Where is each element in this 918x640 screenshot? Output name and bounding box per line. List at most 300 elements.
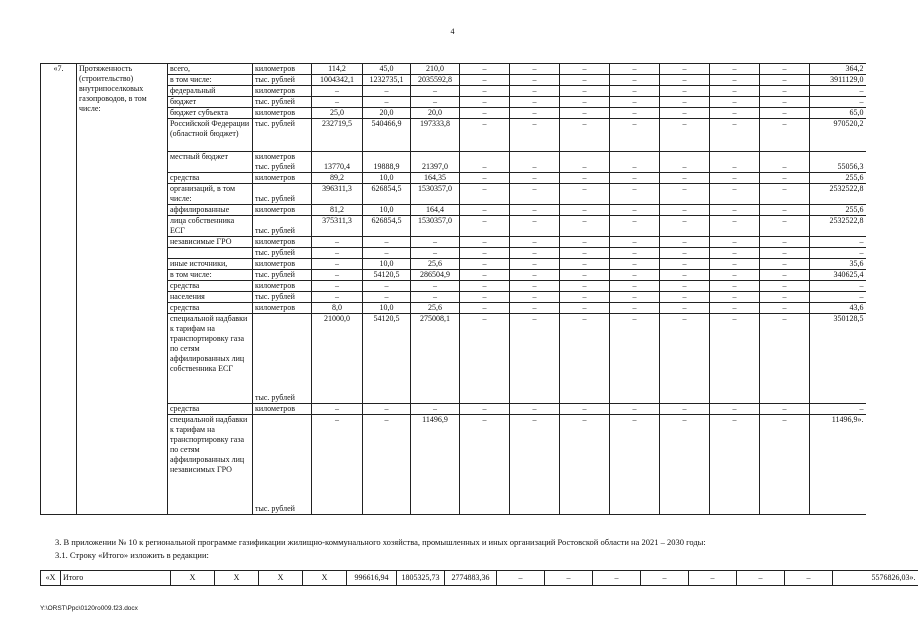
value-cell: – (560, 248, 610, 259)
unit-cell: километров (253, 303, 312, 314)
value-cell: 25,0 (312, 108, 363, 119)
value-cell: – (312, 259, 363, 270)
value-cell: – (411, 404, 460, 415)
total-value-cell: 5576826,03». (833, 571, 918, 586)
value-cell: – (610, 292, 660, 303)
value-cell: – (460, 97, 510, 108)
item-number-cell: «7. (41, 64, 77, 515)
value-cell: 10,0 (363, 303, 411, 314)
value-cell: – (460, 237, 510, 248)
value-cell: 164,35 (411, 173, 460, 184)
total-row-table (40, 570, 918, 586)
value-cell: 255,6 (810, 173, 866, 184)
total-value-cell: – (641, 571, 689, 586)
unit-cell: километров (253, 237, 312, 248)
value-cell: 626854,5 (363, 184, 411, 205)
value-cell: – (560, 314, 610, 404)
value-cell: – (810, 237, 866, 248)
total-value-cell: 1805325,73 (397, 571, 445, 586)
value-cell: – (610, 173, 660, 184)
funding-source-cell: организаций, в том числе: (168, 184, 253, 205)
value-cell: – (610, 303, 660, 314)
value-cell: – (460, 281, 510, 292)
value-cell: – (710, 216, 760, 237)
file-path-footer: Y:\ORST\Ppc\0120ro009.f23.docx (40, 605, 138, 612)
total-value-cell: – (737, 571, 785, 586)
value-cell: 3911129,0 (810, 75, 866, 86)
value-cell: – (560, 184, 610, 205)
value-cell: – (510, 108, 560, 119)
value-cell: – (760, 86, 810, 97)
funding-source-cell: всего, (168, 64, 253, 75)
total-value-cell: – (497, 571, 545, 586)
paragraph-total-line: 3.1. Строку «Итого» изложить в редакции: (55, 550, 209, 560)
total-value-cell: Х (259, 571, 303, 586)
unit-cell: тыс. рублей (253, 75, 312, 86)
value-cell: – (710, 314, 760, 404)
value-cell: 255,6 (810, 205, 866, 216)
funding-source-cell: средства (168, 404, 253, 415)
value-cell: – (460, 248, 510, 259)
value-cell: 21000,0 (312, 314, 363, 404)
value-cell: – (610, 152, 660, 173)
unit-cell: тыс. рублей (253, 216, 312, 237)
total-value-cell: – (785, 571, 833, 586)
value-cell: – (460, 64, 510, 75)
funding-source-cell: независимые ГРО (168, 237, 253, 248)
value-cell: – (312, 248, 363, 259)
funding-source-cell: средства (168, 303, 253, 314)
value-cell: – (660, 404, 710, 415)
value-cell: – (710, 173, 760, 184)
value-cell: 10,0 (363, 259, 411, 270)
value-cell: – (460, 216, 510, 237)
value-cell: – (510, 119, 560, 152)
value-cell: – (610, 216, 660, 237)
value-cell: 626854,5 (363, 216, 411, 237)
value-cell: – (510, 64, 560, 75)
value-cell: – (610, 281, 660, 292)
value-cell: 232719,5 (312, 119, 363, 152)
value-cell: – (363, 281, 411, 292)
value-cell: 10,0 (363, 205, 411, 216)
value-cell: – (660, 281, 710, 292)
value-cell: – (510, 270, 560, 281)
value-cell: – (560, 205, 610, 216)
value-cell: 364,2 (810, 64, 866, 75)
value-cell: – (760, 404, 810, 415)
value-cell: – (560, 270, 610, 281)
value-cell: 2532522,8 (810, 184, 866, 205)
value-cell: – (560, 173, 610, 184)
value-cell: – (660, 292, 710, 303)
value-cell: – (460, 108, 510, 119)
value-cell: – (510, 404, 560, 415)
value-cell: – (363, 97, 411, 108)
value-cell: 81,2 (312, 205, 363, 216)
value-cell: – (760, 415, 810, 515)
value-cell: – (510, 152, 560, 173)
value-cell: – (710, 404, 760, 415)
value-cell: – (510, 303, 560, 314)
value-cell: – (560, 75, 610, 86)
value-cell: – (660, 216, 710, 237)
value-cell: – (710, 205, 760, 216)
value-cell: – (710, 303, 760, 314)
value-cell: 197333,8 (411, 119, 460, 152)
unit-cell: тыс. рублей (253, 97, 312, 108)
value-cell: – (312, 97, 363, 108)
value-cell: – (660, 248, 710, 259)
value-cell: – (610, 108, 660, 119)
value-cell: – (510, 216, 560, 237)
total-value-cell: Х (303, 571, 347, 586)
value-cell: 275008,1 (411, 314, 460, 404)
value-cell: – (610, 415, 660, 515)
funding-source-cell: местный бюджет (168, 152, 253, 173)
value-cell: 1530357,0 (411, 184, 460, 205)
value-cell: – (660, 303, 710, 314)
value-cell: – (560, 404, 610, 415)
unit-cell: километров тыс. рублей (253, 152, 312, 173)
value-cell: – (710, 108, 760, 119)
value-cell: – (760, 97, 810, 108)
unit-cell: тыс. рублей (253, 119, 312, 152)
value-cell: – (710, 415, 760, 515)
unit-cell: тыс. рублей (253, 270, 312, 281)
value-cell: 20,0 (411, 108, 460, 119)
unit-cell: километров (253, 404, 312, 415)
value-cell: – (363, 86, 411, 97)
value-cell: – (660, 119, 710, 152)
value-cell: – (710, 281, 760, 292)
funding-source-cell: федеральный (168, 86, 253, 97)
value-cell: – (460, 404, 510, 415)
value-cell: 43,6 (810, 303, 866, 314)
value-cell: – (460, 184, 510, 205)
table-row (41, 64, 866, 75)
value-cell: – (510, 314, 560, 404)
value-cell: 1004342,1 (312, 75, 363, 86)
value-cell: – (760, 75, 810, 86)
value-cell: 164,4 (411, 205, 460, 216)
value-cell: 2532522,8 (810, 216, 866, 237)
value-cell: – (312, 281, 363, 292)
value-cell: – (460, 119, 510, 152)
value-cell: – (760, 237, 810, 248)
value-cell: – (610, 259, 660, 270)
value-cell: – (710, 248, 760, 259)
funding-source-cell: Российской Федерации (областной бюджет) (168, 119, 253, 152)
funding-source-cell: в том числе: (168, 75, 253, 86)
value-cell: 54120,5 (363, 270, 411, 281)
unit-cell: километров (253, 108, 312, 119)
value-cell: 89,2 (312, 173, 363, 184)
value-cell: – (411, 237, 460, 248)
unit-cell: километров (253, 173, 312, 184)
value-cell: – (760, 152, 810, 173)
unit-cell: тыс. рублей (253, 184, 312, 205)
value-cell: – (760, 108, 810, 119)
funding-source-cell: в том числе: (168, 270, 253, 281)
unit-cell: тыс. рублей (253, 292, 312, 303)
value-cell: – (312, 86, 363, 97)
funding-source-cell: иные источники, (168, 259, 253, 270)
value-cell: – (510, 292, 560, 303)
funding-source-cell: средства (168, 173, 253, 184)
value-cell: – (610, 184, 660, 205)
value-cell: – (610, 270, 660, 281)
value-cell: – (760, 281, 810, 292)
value-cell: – (460, 152, 510, 173)
value-cell: – (411, 97, 460, 108)
value-cell: – (560, 97, 610, 108)
value-cell: – (312, 270, 363, 281)
value-cell: – (510, 75, 560, 86)
value-cell: – (363, 292, 411, 303)
value-cell: – (460, 259, 510, 270)
value-cell: – (710, 75, 760, 86)
value-cell: – (363, 404, 411, 415)
total-value-cell: Х (215, 571, 259, 586)
total-value-cell: «Х (41, 571, 61, 586)
paragraph-appendix-10: 3. В приложении № 10 к региональной программе газификации жилищно-коммунального хозяйства, промышленных и иных организаций Ростовской области на 2021 – 2030 годы: (55, 537, 706, 547)
value-cell: 55056,3 (810, 152, 866, 173)
value-cell: – (460, 173, 510, 184)
value-cell: 25,6 (411, 303, 460, 314)
value-cell: – (312, 237, 363, 248)
total-row (41, 571, 918, 586)
value-cell: – (660, 237, 710, 248)
value-cell: – (760, 64, 810, 75)
value-cell: 2035592,8 (411, 75, 460, 86)
value-cell: – (460, 75, 510, 86)
value-cell: – (760, 173, 810, 184)
gas-pipeline-table (40, 63, 866, 515)
value-cell: – (460, 415, 510, 515)
value-cell: – (760, 205, 810, 216)
value-cell: – (760, 216, 810, 237)
value-cell: – (510, 237, 560, 248)
value-cell: – (660, 108, 710, 119)
value-cell: – (510, 281, 560, 292)
value-cell: – (363, 415, 411, 515)
value-cell: – (560, 292, 610, 303)
funding-source-cell: населения (168, 292, 253, 303)
value-cell: – (610, 404, 660, 415)
value-cell: – (710, 86, 760, 97)
value-cell: 20,0 (363, 108, 411, 119)
value-cell: 1530357,0 (411, 216, 460, 237)
value-cell: 54120,5 (363, 314, 411, 404)
page-number: 4 (450, 27, 455, 36)
value-cell: 25,6 (411, 259, 460, 270)
value-cell: – (660, 86, 710, 97)
value-cell: – (660, 64, 710, 75)
value-cell: – (710, 270, 760, 281)
value-cell: – (560, 86, 610, 97)
total-value-cell: Х (171, 571, 215, 586)
value-cell: – (560, 259, 610, 270)
value-cell: 19888,9 (363, 152, 411, 173)
funding-source-cell (168, 248, 253, 259)
value-cell: – (710, 119, 760, 152)
value-cell: – (560, 415, 610, 515)
value-cell: – (411, 281, 460, 292)
value-cell: – (363, 237, 411, 248)
value-cell: – (610, 97, 660, 108)
value-cell: – (460, 86, 510, 97)
value-cell: – (760, 303, 810, 314)
value-cell: – (510, 173, 560, 184)
value-cell: – (760, 259, 810, 270)
value-cell: – (660, 205, 710, 216)
funding-source-cell: аффилированные (168, 205, 253, 216)
value-cell: – (510, 248, 560, 259)
value-cell: 13770,4 (312, 152, 363, 173)
total-value-cell: – (545, 571, 593, 586)
value-cell: – (560, 119, 610, 152)
value-cell: – (460, 314, 510, 404)
value-cell: – (510, 259, 560, 270)
value-cell: – (560, 237, 610, 248)
value-cell: 65,0 (810, 108, 866, 119)
funding-source-cell: бюджет (168, 97, 253, 108)
value-cell: 45,0 (363, 64, 411, 75)
value-cell: – (760, 314, 810, 404)
value-cell: – (810, 404, 866, 415)
total-label-cell: Итого (61, 571, 171, 586)
value-cell: – (810, 292, 866, 303)
value-cell: – (610, 86, 660, 97)
value-cell: – (610, 64, 660, 75)
value-cell: – (810, 281, 866, 292)
value-cell: – (510, 97, 560, 108)
value-cell: 540466,9 (363, 119, 411, 152)
value-cell: – (610, 314, 660, 404)
value-cell: – (510, 86, 560, 97)
value-cell: – (710, 97, 760, 108)
total-value-cell: 2774883,36 (445, 571, 497, 586)
value-cell: 114,2 (312, 64, 363, 75)
total-value-cell: – (593, 571, 641, 586)
value-cell: 375311,3 (312, 216, 363, 237)
total-value-cell: 996616,94 (347, 571, 397, 586)
unit-cell: тыс. рублей (253, 314, 312, 404)
value-cell: – (760, 119, 810, 152)
indicator-cell: Протяженность (строительство) внутрипоселковых газопроводов, в том числе: (77, 64, 168, 515)
value-cell: – (312, 415, 363, 515)
value-cell: 8,0 (312, 303, 363, 314)
value-cell: 210,0 (411, 64, 460, 75)
value-cell: – (560, 108, 610, 119)
value-cell: 11496,9». (810, 415, 866, 515)
total-value-cell: – (689, 571, 737, 586)
value-cell: 35,6 (810, 259, 866, 270)
value-cell: 21397,0 (411, 152, 460, 173)
value-cell: – (710, 152, 760, 173)
value-cell: – (710, 64, 760, 75)
unit-cell: километров (253, 205, 312, 216)
funding-source-cell: лица собственника ЕСГ (168, 216, 253, 237)
unit-cell: тыс. рублей (253, 248, 312, 259)
value-cell: – (810, 248, 866, 259)
value-cell: – (760, 184, 810, 205)
value-cell: – (710, 259, 760, 270)
value-cell: – (660, 270, 710, 281)
value-cell: 1232735,1 (363, 75, 411, 86)
value-cell: 10,0 (363, 173, 411, 184)
value-cell: – (660, 415, 710, 515)
value-cell: – (560, 303, 610, 314)
value-cell: – (710, 237, 760, 248)
value-cell: 970520,2 (810, 119, 866, 152)
unit-cell: километров (253, 64, 312, 75)
unit-cell: километров (253, 259, 312, 270)
value-cell: 340625,4 (810, 270, 866, 281)
funding-source-cell: средства (168, 281, 253, 292)
value-cell: 350128,5 (810, 314, 866, 404)
value-cell: – (710, 184, 760, 205)
value-cell: – (660, 259, 710, 270)
value-cell: – (660, 173, 710, 184)
value-cell: – (610, 119, 660, 152)
unit-cell: тыс. рублей (253, 415, 312, 515)
value-cell: – (610, 248, 660, 259)
value-cell: – (760, 292, 810, 303)
value-cell: 11496,9 (411, 415, 460, 515)
value-cell: – (760, 270, 810, 281)
value-cell: – (710, 292, 760, 303)
value-cell: – (810, 97, 866, 108)
value-cell: – (560, 216, 610, 237)
unit-cell: километров (253, 281, 312, 292)
value-cell: – (510, 205, 560, 216)
value-cell: – (312, 292, 363, 303)
value-cell: – (610, 237, 660, 248)
table-body (41, 64, 866, 515)
value-cell: 286504,9 (411, 270, 460, 281)
value-cell: – (810, 86, 866, 97)
funding-source-cell: бюджет субъекта (168, 108, 253, 119)
unit-cell: километров (253, 86, 312, 97)
value-cell: – (460, 205, 510, 216)
value-cell: – (660, 314, 710, 404)
value-cell: – (560, 152, 610, 173)
value-cell: – (510, 415, 560, 515)
value-cell: – (560, 64, 610, 75)
funding-source-cell: специальной надбавки к тарифам на транспортировку газа по сетям аффилированных лиц независимых ГРО (168, 415, 253, 515)
value-cell: – (660, 75, 710, 86)
value-cell: – (660, 152, 710, 173)
value-cell: – (660, 184, 710, 205)
value-cell: – (411, 248, 460, 259)
value-cell: – (760, 248, 810, 259)
value-cell: – (312, 404, 363, 415)
value-cell: – (510, 184, 560, 205)
value-cell: – (411, 292, 460, 303)
value-cell: – (610, 75, 660, 86)
value-cell: – (460, 303, 510, 314)
value-cell: – (460, 270, 510, 281)
funding-source-cell: специальной надбавки к тарифам на транспортировку газа по сетям аффилированных лиц собственника ЕСГ (168, 314, 253, 404)
value-cell: – (610, 205, 660, 216)
value-cell: – (660, 97, 710, 108)
value-cell: – (560, 281, 610, 292)
value-cell: 396311,3 (312, 184, 363, 205)
value-cell: – (363, 248, 411, 259)
value-cell: – (411, 86, 460, 97)
